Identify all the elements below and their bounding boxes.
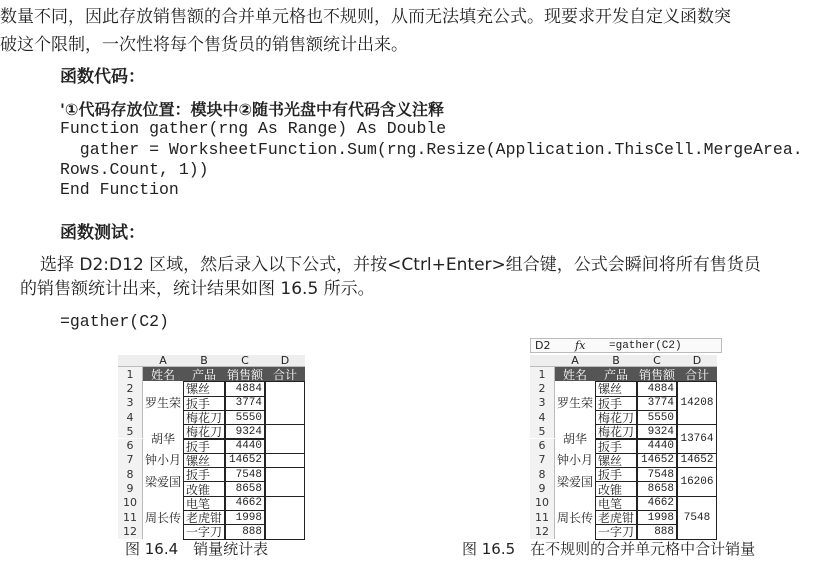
heading-function-code: 函数代码： — [60, 67, 145, 87]
sales-cell: 14652 — [225, 453, 265, 468]
product-cell: 改锥 — [595, 481, 637, 496]
row-number: 9 — [118, 481, 143, 495]
sales-cell: 888 — [225, 524, 265, 539]
row-number: 8 — [118, 467, 143, 481]
header-cell: 销售额 — [226, 367, 263, 382]
row-number: 11 — [530, 510, 555, 524]
column-header: B — [183, 355, 225, 367]
header-cell: 合计 — [677, 367, 717, 381]
salesperson-cell: 钟小月 — [144, 453, 181, 468]
salesperson-cell: 周长传 — [556, 510, 593, 525]
total-cell: 7548 — [677, 496, 717, 540]
product-cell: 一字刀 — [595, 524, 637, 539]
formula-example: =gather(C2) — [60, 312, 169, 331]
product-cell: 扳手 — [595, 396, 637, 411]
sales-cell: 7548 — [637, 467, 677, 482]
column-header: A — [555, 355, 595, 367]
row-number: 12 — [118, 524, 143, 538]
sales-cell: 14652 — [637, 453, 677, 468]
header-cell: 产品 — [183, 367, 225, 381]
product-cell: 镙丝 — [595, 453, 637, 468]
row-number: 9 — [530, 481, 555, 495]
product-cell: 改锥 — [183, 481, 225, 496]
row-number: 3 — [530, 396, 555, 410]
sales-cell: 4440 — [637, 439, 677, 454]
paragraph-line: 破这个限制，一次性将每个售货员的销售额统计出来。 — [0, 35, 408, 55]
select-all-corner — [530, 355, 555, 367]
header-cell: 产品 — [595, 367, 637, 381]
header-cell: 销售额 — [638, 367, 675, 382]
total-cell — [265, 453, 305, 468]
row-number: 7 — [118, 453, 143, 467]
code-line: Rows.Count, 1)) — [60, 160, 209, 179]
row-number: 2 — [530, 381, 555, 395]
row-number: 4 — [118, 410, 143, 424]
sales-cell: 9324 — [225, 424, 265, 439]
formula-input[interactable]: =gather(C2) — [609, 339, 682, 352]
row-number: 1 — [530, 367, 555, 381]
select-all-corner — [118, 355, 143, 367]
code-comment: '①代码存放位置：模块中②随书光盘中有代码含义注释 — [60, 100, 444, 119]
sales-cell: 7548 — [225, 467, 265, 482]
row-number: 1 — [118, 367, 143, 381]
product-cell: 老虎钳 — [595, 510, 637, 525]
name-box[interactable]: D2 — [535, 339, 551, 352]
row-number: 3 — [118, 396, 143, 410]
product-cell: 电笔 — [183, 496, 225, 511]
row-number: 10 — [118, 496, 143, 510]
product-cell: 梅花刀 — [595, 424, 637, 439]
salesperson-cell: 罗生荣 — [556, 396, 593, 411]
header-cell: 姓名 — [143, 367, 183, 381]
row-number: 5 — [530, 424, 555, 438]
total-cell — [265, 496, 305, 540]
header-cell: 姓名 — [555, 367, 595, 381]
product-cell: 电笔 — [595, 496, 637, 511]
sales-cell: 9324 — [637, 424, 677, 439]
product-cell: 镙丝 — [183, 453, 225, 468]
sales-cell: 4440 — [225, 439, 265, 454]
code-line: Function gather(rng As Range) As Double — [60, 119, 447, 138]
product-cell: 梅花刀 — [183, 410, 225, 425]
sales-cell: 4884 — [637, 381, 677, 396]
salesperson-cell: 胡华 — [562, 431, 587, 446]
row-number: 12 — [530, 524, 555, 538]
column-header: A — [143, 355, 183, 367]
product-cell: 梅花刀 — [595, 410, 637, 425]
product-cell: 扳手 — [183, 467, 225, 482]
paragraph-line: 数量不同，因此存放销售额的合并单元格也不规则，从而无法填充公式。现要求开发自定义函数突 — [0, 7, 731, 27]
product-cell: 一字刀 — [183, 524, 225, 539]
sales-cell: 8658 — [637, 481, 677, 496]
paragraph-line: 的销售额统计出来，统计结果如图 16.5 所示。 — [20, 279, 375, 299]
column-header: C — [637, 355, 677, 367]
sales-cell: 5550 — [225, 410, 265, 425]
total-cell: 13764 — [677, 424, 717, 454]
product-cell: 梅花刀 — [183, 424, 225, 439]
row-number: 6 — [118, 439, 143, 453]
code-line: gather = WorksheetFunction.Sum(rng.Resize(Application.ThisCell.MergeArea. — [60, 140, 803, 159]
column-header: C — [225, 355, 265, 367]
product-cell: 镙丝 — [183, 381, 225, 396]
row-number: 6 — [530, 439, 555, 453]
row-number: 5 — [118, 424, 143, 438]
sales-cell: 4884 — [225, 381, 265, 396]
product-cell: 扳手 — [595, 467, 637, 482]
paragraph-line: 选择 D2:D12 区域，然后录入以下公式，并按<Ctrl+Enter>组合键，公式会瞬间将所有售货员 — [40, 255, 761, 275]
total-cell: 16206 — [677, 467, 717, 497]
sales-cell: 4662 — [225, 496, 265, 511]
product-cell: 扳手 — [595, 439, 637, 454]
sales-cell: 1998 — [225, 510, 265, 525]
row-number: 2 — [118, 381, 143, 395]
product-cell: 扳手 — [183, 439, 225, 454]
row-number: 11 — [118, 510, 143, 524]
sales-cell: 4662 — [637, 496, 677, 511]
salesperson-cell: 梁爱国 — [556, 474, 593, 489]
sales-cell: 1998 — [637, 510, 677, 525]
heading-function-test: 函数测试： — [60, 223, 145, 243]
row-number: 8 — [530, 467, 555, 481]
product-cell: 老虎钳 — [183, 510, 225, 525]
fx-icon: fx — [575, 339, 586, 352]
total-cell: 14208 — [677, 381, 717, 425]
salesperson-cell: 周长传 — [144, 510, 181, 525]
column-header: B — [595, 355, 637, 367]
sales-cell: 3774 — [637, 396, 677, 411]
salesperson-cell: 钟小月 — [556, 453, 593, 468]
product-cell: 扳手 — [183, 396, 225, 411]
code-line: End Function — [60, 180, 179, 199]
caption-fig-16-5: 图 16.5 在不规则的合并单元格中合计销量 — [462, 540, 756, 558]
total-cell — [265, 381, 305, 425]
salesperson-cell: 梁爱国 — [144, 474, 181, 489]
total-cell — [265, 467, 305, 497]
sales-cell: 3774 — [225, 396, 265, 411]
row-number: 10 — [530, 496, 555, 510]
column-header: D — [677, 355, 717, 367]
total-cell: 14652 — [677, 453, 717, 468]
row-number: 4 — [530, 410, 555, 424]
formula-bar[interactable] — [530, 338, 722, 353]
sales-cell: 5550 — [637, 410, 677, 425]
header-cell: 合计 — [265, 367, 305, 381]
column-header: D — [265, 355, 305, 367]
row-number: 7 — [530, 453, 555, 467]
sales-cell: 888 — [637, 524, 677, 539]
salesperson-cell: 罗生荣 — [144, 396, 181, 411]
product-cell: 镙丝 — [595, 381, 637, 396]
caption-fig-16-4: 图 16.4 销量统计表 — [125, 540, 269, 558]
sales-cell: 8658 — [225, 481, 265, 496]
total-cell — [265, 424, 305, 454]
salesperson-cell: 胡华 — [150, 431, 175, 446]
